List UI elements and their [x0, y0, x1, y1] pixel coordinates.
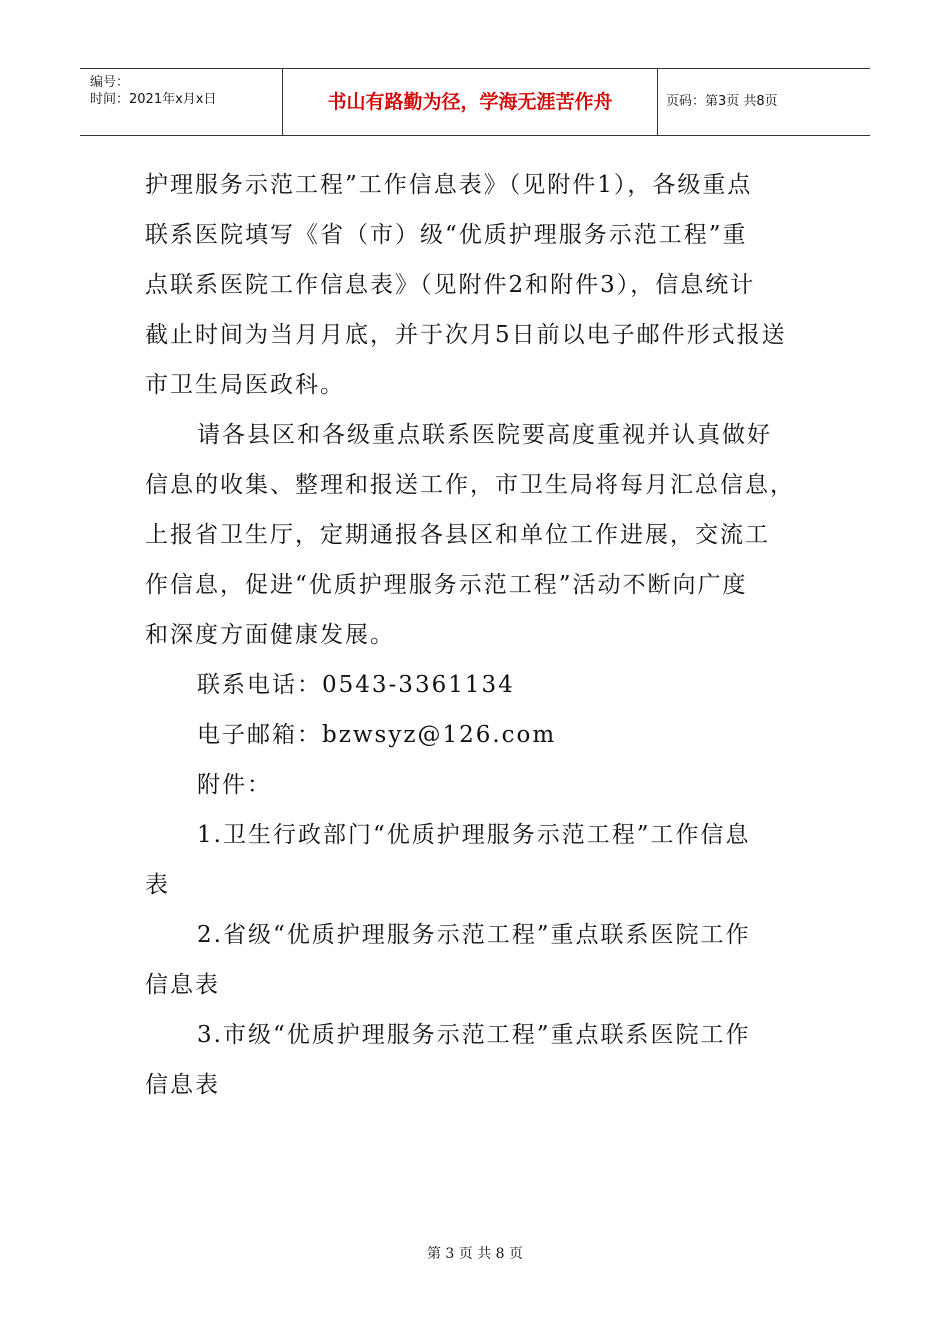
contact-email: 电子邮箱：bzwsyz@126.com [197, 722, 557, 748]
attachment-item-continued: 表 [145, 872, 170, 898]
body-line: 作信息，促进“优质护理服务示范工程”活动不断向广度 [145, 572, 748, 598]
header-slogan: 书山有路勤为径，学海无涯苦作舟 [282, 69, 658, 135]
attachment-item: 2.省级“优质护理服务示范工程”重点联系医院工作 [197, 922, 751, 948]
body-line: 请各县区和各级重点联系医院要高度重视并认真做好 [197, 422, 772, 448]
attachment-item-continued: 信息表 [145, 1072, 220, 1098]
attachment-item: 1.卫生行政部门“优质护理服务示范工程”工作信息 [197, 822, 751, 848]
body-line: 市卫生局医政科。 [145, 372, 345, 398]
attachments-label: 附件： [197, 772, 272, 798]
page-footer: 第 3 页 共 8 页 [426, 1246, 524, 1262]
header-meta [80, 69, 282, 135]
header-page-info: 页码：第3页 共8页 [666, 94, 778, 109]
document-header [80, 68, 870, 136]
body-line: 联系医院填写《省（市）级“优质护理服务示范工程”重 [145, 222, 748, 248]
body-line: 上报省卫生厅，定期通报各县区和单位工作进展，交流工 [145, 522, 770, 548]
attachment-item-continued: 信息表 [145, 972, 220, 998]
body-line: 截止时间为当月月底，并于次月5日前以电子邮件形式报送 [145, 322, 787, 348]
attachment-item: 3.市级“优质护理服务示范工程”重点联系医院工作 [197, 1022, 751, 1048]
document-body [145, 160, 815, 1110]
body-line: 信息的收集、整理和报送工作，市卫生局将每月汇总信息， [145, 472, 795, 498]
body-line: 点联系医院工作信息表》（见附件2和附件3），信息统计 [145, 272, 756, 298]
contact-phone: 联系电话：0543-3361134 [197, 672, 515, 698]
number-label: 编号： [90, 75, 130, 90]
time-label: 时间：2021年x月x日 [90, 92, 217, 107]
body-line: 和深度方面健康发展。 [145, 622, 395, 648]
body-line: 护理服务示范工程”工作信息表》（见附件1），各级重点 [145, 172, 753, 198]
